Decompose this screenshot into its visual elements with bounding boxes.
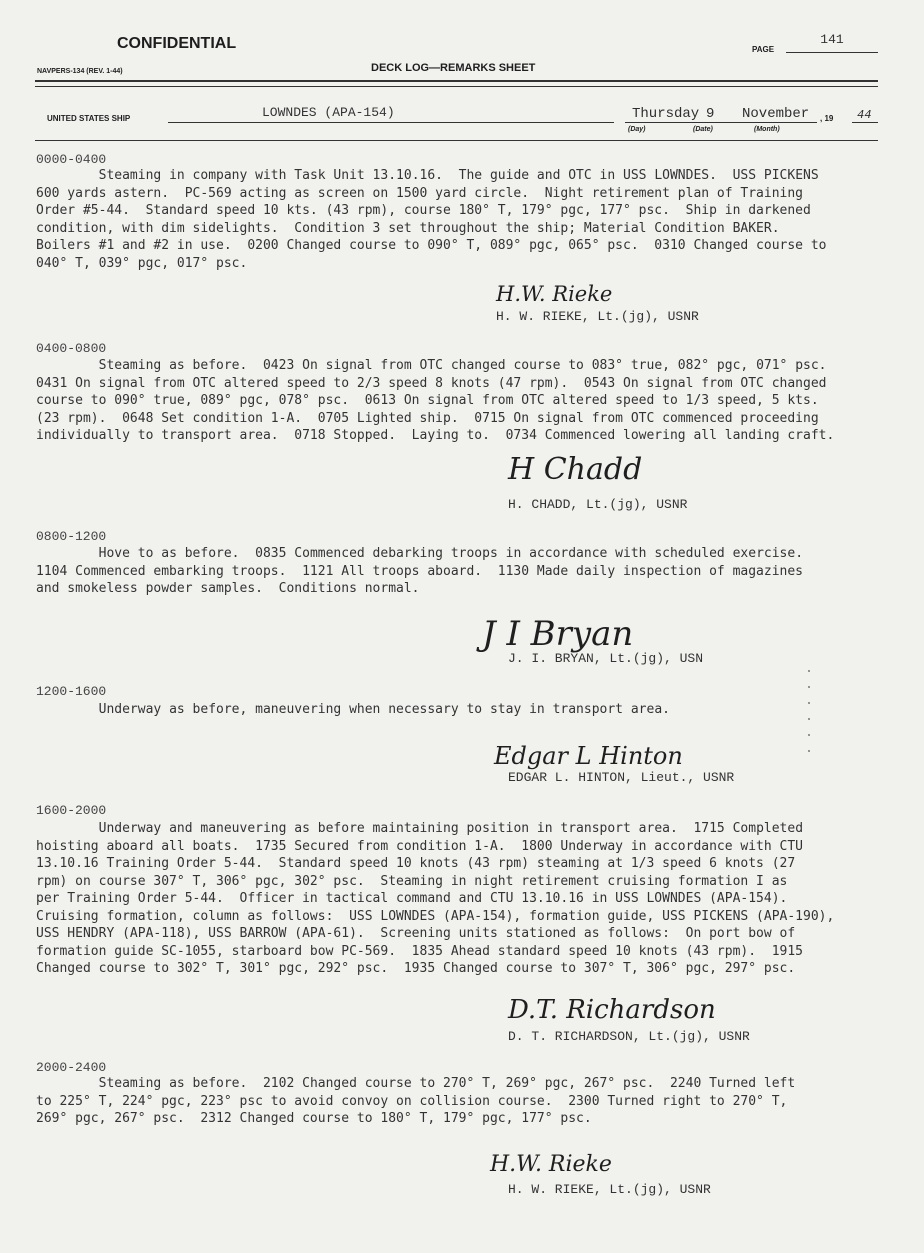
header-rule-top (35, 80, 878, 82)
signature-typed: H. CHADD, Lt.(jg), USNR (508, 497, 688, 512)
date-label: (Date) (693, 126, 713, 133)
day-value: Thursday (632, 106, 700, 122)
watch-time: 1200-1600 (36, 684, 107, 699)
classification-marking: CONFIDENTIAL (117, 35, 237, 52)
form-number: NAVPERS-134 (REV. 1-44) (37, 68, 123, 75)
signature-handwritten: J I Bryan (482, 614, 634, 654)
page-number: 141 (820, 32, 844, 47)
year-value: 44 (857, 108, 872, 122)
watch-time: 2000-2400 (36, 1060, 107, 1075)
watch-remarks: Steaming as before. 2102 Changed course to 270° T, 269° pgc, 267° psc. 2240 Turned left to 225° T, 224° pgc, 223° psc to avoid convoy on collision course. 2300 Turned right to 270° T, 269° pgc, 267° psc. 2312 Changed course to 180° T, 179° pgc, 177° psc. (36, 1076, 796, 1126)
margin-speck (808, 686, 810, 688)
ship-name-line (168, 122, 614, 123)
year-line (852, 122, 878, 123)
watch-remarks: Underway as before, maneuvering when necessary to stay in transport area. (36, 702, 670, 717)
page-label: PAGE (752, 45, 775, 54)
watch-time: 0400-0800 (36, 341, 107, 356)
page-number-line (786, 52, 878, 53)
signature-typed: EDGAR L. HINTON, Lieut., USNR (508, 770, 735, 785)
day-label: (Day) (628, 126, 646, 133)
signature-typed: H. W. RIEKE, Lt.(jg), USNR (496, 309, 699, 324)
year-prefix: , 19 (820, 114, 834, 123)
watch-remarks: Hove to as before. 0835 Commenced debarking troops in accordance with scheduled exercise. 1104 Commenced embarking troops. 1121 All troops aboard. 1130 Made daily inspection of magazines and smokeless powder samples. Conditions normal. (36, 546, 804, 596)
date-value: 9 (706, 106, 715, 122)
watch-remarks: Steaming as before. 0423 On signal from OTC changed course to 083° true, 082° pgc, 071° psc. 0431 On signal from OTC altered speed to 2/3 speed 8 knots (47 rpm). 0543 On signal from OTC changed course to 090° true, 089° pgc, 078° psc. 0613 On signal from OTC altered speed to 1/3 speed, 5 kts. (23 rpm). 0648 Set condition 1-A. 0705 Lighted ship. 0715 On signal from OTC commenced proceeding individually to transport area. 0718 Stopped. Laying to. 0734 Commenced lowering all landing craft. (36, 358, 835, 443)
sheet-title: DECK LOG—REMARKS SHEET (371, 62, 536, 74)
signature-handwritten: H.W. Rieke (490, 1152, 612, 1177)
signature-typed: J. I. BRYAN, Lt.(jg), USN (508, 651, 704, 666)
header-rule-bottom (35, 86, 878, 87)
ship-name: LOWNDES (APA-154) (262, 105, 395, 120)
margin-speck (808, 670, 810, 672)
month-value: November (742, 106, 810, 122)
header-separator (35, 140, 878, 141)
watch-time: 0000-0400 (36, 152, 107, 167)
signature-handwritten: D.T. Richardson (508, 995, 716, 1025)
signature-typed: D. T. RICHARDSON, Lt.(jg), USNR (508, 1029, 750, 1044)
signature-typed: H. W. RIEKE, Lt.(jg), USNR (508, 1182, 711, 1197)
margin-speck (808, 734, 810, 736)
watch-time: 1600-2000 (36, 803, 107, 818)
date-line (625, 122, 817, 123)
signature-handwritten: H.W. Rieke (496, 282, 613, 306)
margin-speck (808, 750, 810, 752)
margin-speck (808, 702, 810, 704)
ship-label: UNITED STATES SHIP (47, 114, 131, 123)
signature-handwritten: H Chadd (508, 452, 643, 487)
watch-remarks: Underway and maneuvering as before maintaining position in transport area. 1715 Completed hoisting aboard all boats. 1735 Secured from condition 1-A. 1800 Underway in accordance with CTU 13.10.16 Training Order 5-44. Standard speed 10 knots (43 rpm) steaming at 1/3 speed 6 knots (27 rpm) on course 307° T, 306° pgc, 302° psc. Steaming in night retirement cruising formation I as per Training Order 5-44. Officer in tactical command and CTU 13.10.16 in USS LOWNDES (APA-154). Cruising formation, column as follows: USS LOWNDES (APA-154), formation guide, USS PICKENS (APA-190), USS HENDRY (APA-118), USS BARROW (APA-61). Screening units stationed as follows: On port bow of formation guide SC-1055, starboard bow PC-569. 1835 Ahead standard speed 10 knots (43 rpm). 1915 Changed course to 302° T, 301° pgc, 292° psc. 1935 Changed course to 307° T, 306° pgc, 297° psc. (36, 821, 835, 976)
watch-time: 0800-1200 (36, 529, 107, 544)
signature-handwritten: Edgar L Hinton (494, 742, 683, 770)
month-label: (Month) (754, 126, 780, 133)
margin-speck (808, 718, 810, 720)
watch-remarks: Steaming in company with Task Unit 13.10.16. The guide and OTC in USS LOWNDES. USS PICKENS 600 yards astern. PC-569 acting as screen on 1500 yard circle. Night retirement plan of Training Order #5-44. Standard speed 10 kts. (43 rpm), course 180° T, 179° pgc, 177° psc. Ship in darkened condition, with dim sidelights. Condition 3 set throughout the ship; Material Condition BAKER. Boilers #1 and #2 in use. 0200 Changed course to 090° T, 089° pgc, 065° psc. 0310 Changed course to 040° T, 039° pgc, 017° psc. (36, 168, 827, 271)
